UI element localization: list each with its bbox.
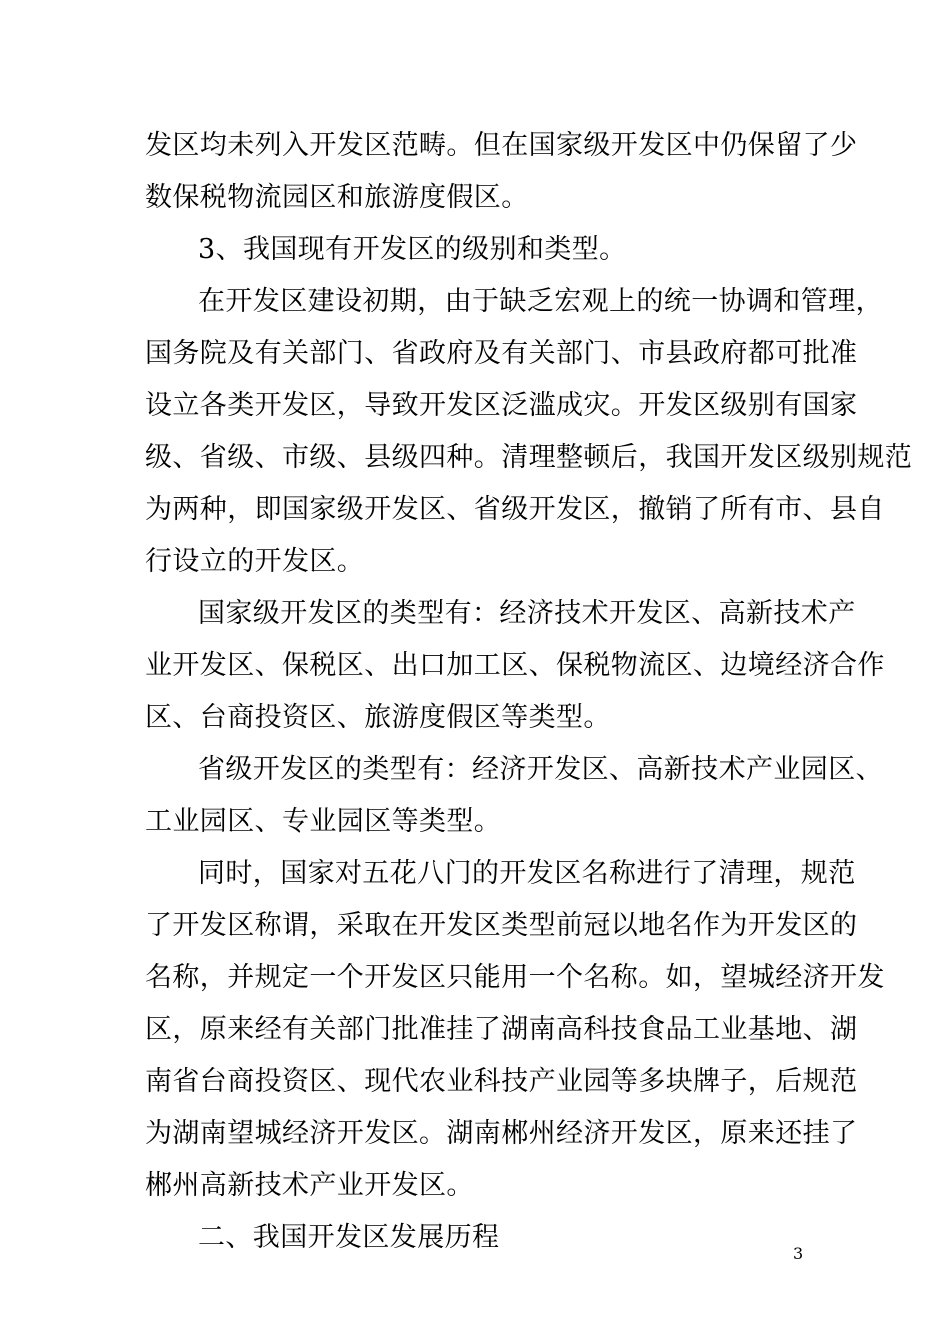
text-line: 在开发区建设初期，由于缺乏宏观上的统一协调和管理， <box>198 286 883 317</box>
text-line: 了开发区称谓，采取在开发区类型前冠以地名作为开发区的 <box>145 910 858 941</box>
text-line: 为两种，即国家级开发区、省级开发区，撤销了所有市、县自 <box>145 494 885 525</box>
text-line: 为湖南望城经济开发区。湖南郴州经济开发区，原来还挂了 <box>145 1118 858 1149</box>
text-line: 名称，并规定一个开发区只能用一个名称。如，望城经济开发 <box>145 962 885 993</box>
text-line: 南省台商投资区、现代农业科技产业园等多块牌子，后规范 <box>145 1066 858 1097</box>
section-heading: 3、我国现有开发区的级别和类型。 <box>198 234 627 265</box>
section-heading: 二、我国开发区发展历程 <box>198 1222 500 1253</box>
text-line: 国家级开发区的类型有：经济技术开发区、高新技术产 <box>198 598 856 629</box>
text-line: 业开发区、保税区、出口加工区、保税物流区、边境经济合作 <box>145 650 885 681</box>
page-number: 3 <box>793 1244 804 1263</box>
text-line: 发区均未列入开发区范畴。但在国家级开发区中仍保留了少 <box>145 130 858 161</box>
text-line: 区，原来经有关部门批准挂了湖南高科技食品工业基地、湖 <box>145 1014 858 1045</box>
text-line: 郴州高新技术产业开发区。 <box>145 1170 474 1201</box>
text-line: 行设立的开发区。 <box>145 546 365 577</box>
text-line: 工业园区、专业园区等类型。 <box>145 806 502 837</box>
text-line: 国务院及有关部门、省政府及有关部门、市县政府都可批准 <box>145 338 858 369</box>
text-line: 级、省级、市级、县级四种。清理整顿后，我国开发区级别规范 <box>145 442 913 473</box>
text-line: 省级开发区的类型有：经济开发区、高新技术产业园区、 <box>198 754 883 785</box>
text-line: 数保税物流园区和旅游度假区。 <box>145 182 529 213</box>
text-line: 同时，国家对五花八门的开发区名称进行了清理，规范 <box>198 858 856 889</box>
text-line: 区、台商投资区、旅游度假区等类型。 <box>145 702 611 733</box>
text-line: 设立各类开发区，导致开发区泛滥成灾。开发区级别有国家 <box>145 390 858 421</box>
